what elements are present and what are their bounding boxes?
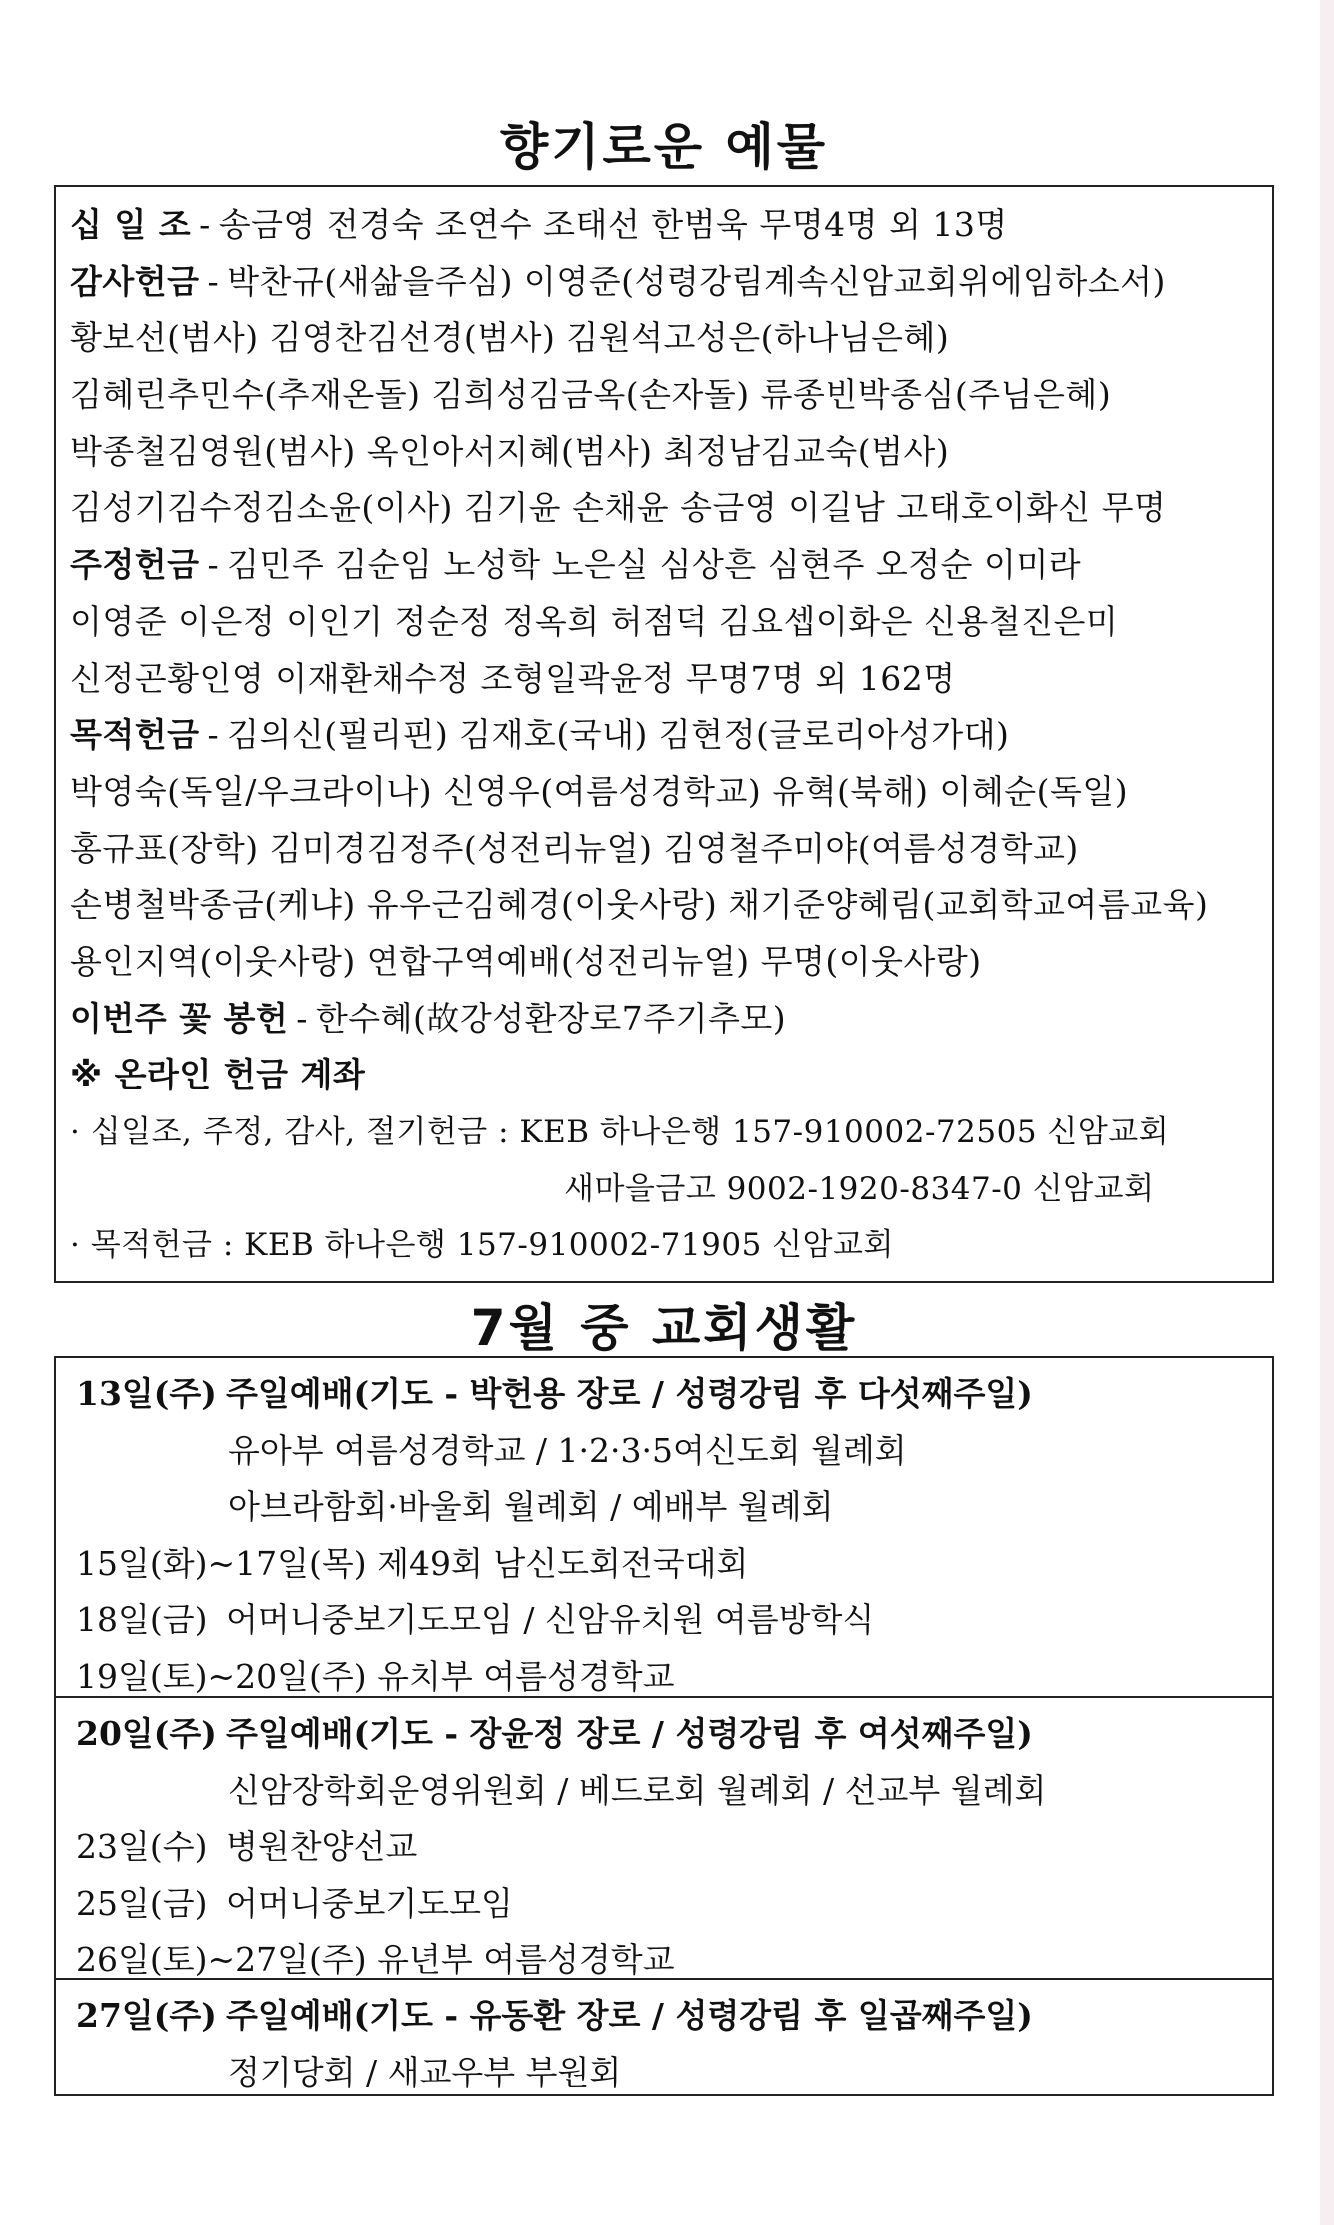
schedule-week — [56, 1358, 1272, 1698]
online-heading: ※ 온라인 헌금 계좌 — [70, 1055, 366, 1095]
schedule-text: 주일예배(기도 - 장윤정 장로 / 성령강림 후 여섯째주일) — [226, 1714, 1033, 1753]
schedule-item — [76, 1536, 1272, 1593]
schedule-title: 7월 중 교회생활 — [470, 1299, 858, 1357]
schedule-text: 유치부 여름성경학교 — [377, 1656, 675, 1696]
purpose-names: 김의신(필리핀) 김재호(국내) 김현정(글로리아성가대) — [227, 715, 1010, 755]
weekly-label: 주정헌금 — [70, 545, 200, 585]
thanks-line: 김성기김수정김소윤(이사) 김기윤 손채윤 송금영 이길남 고태호이화신 무명 — [70, 488, 1167, 528]
flowers-label: 이번주 꽃 봉헌 — [70, 998, 289, 1038]
thanks-line: 박종철김영원(범사) 옥인아서지혜(범사) 최정남김교숙(범사) — [70, 431, 950, 471]
schedule-text: 어머니중보기도모임 / 신암유치원 여름방학식 — [226, 1600, 875, 1639]
schedule-week — [56, 1980, 1272, 2094]
schedule-item — [76, 1876, 1272, 1933]
schedule-date: 15일(화)~17일(목) — [76, 1543, 367, 1583]
schedule-date: 23일(수) — [76, 1827, 208, 1866]
weekly-names: 김민주 김순임 노성학 노은실 심상흔 심현주 오정순 이미라 — [227, 545, 1082, 585]
thanks-names: 박찬규(새삶을주심) 이영준(성령강림계속신암교회위에임하소서) — [227, 261, 1166, 301]
schedule-text: 병원찬양선교 — [226, 1827, 418, 1866]
flowers-line: 이번주 꽃 봉헌 - 한수혜(故강성환장로7주기추모) — [70, 998, 787, 1038]
offerings-box — [54, 185, 1274, 1283]
schedule-week — [56, 1698, 1272, 1980]
schedule-date: 25일(금) — [76, 1883, 208, 1923]
schedule-text: 유년부 여름성경학교 — [377, 1940, 675, 1979]
schedule-box — [54, 1356, 1274, 2096]
weekly-line: 주정헌금 - 김민주 김순임 노성학 노은실 심상흔 심현주 오정순 이미라 — [70, 545, 1082, 585]
schedule-item: 신암장학회운영위원회 / 베드로회 월례회 / 선교부 월례회 — [228, 1770, 1047, 1810]
purpose-account-line — [70, 1217, 1260, 1274]
thanks-line: 황보선(범사) 김영찬김선경(범사) 김원석고성은(하나님은혜) — [70, 318, 950, 358]
schedule-date: 26일(토)~27일(주) — [76, 1940, 367, 1979]
purpose-account-label: · 목적헌금 : — [70, 1227, 234, 1264]
purpose-line: 목적헌금 - 김의신(필리핀) 김재호(국내) 김현정(글로리아성가대) — [70, 715, 1010, 755]
schedule-date: 20일(주) — [76, 1714, 217, 1753]
schedule-text: 주일예배(기도 - 유동환 장로 / 성령강림 후 일곱째주일) — [226, 1996, 1033, 2035]
schedule-date: 13일(주) — [76, 1374, 217, 1413]
general-account-label: · 십일조, 주정, 감사, 절기헌금 : — [70, 1114, 510, 1150]
thanks-label: 감사헌금 — [70, 261, 200, 301]
purpose-account: KEB 하나은행 157-910002-71905 신암교회 — [244, 1227, 894, 1264]
schedule-item — [76, 1706, 1272, 1763]
schedule-item: 아브라함회·바울회 월례회 / 예배부 월례회 — [228, 1487, 834, 1526]
general-account-2: 새마을금고 9002-1920-8347-0 신암교회 — [564, 1170, 1155, 1207]
purpose-line: 박영숙(독일/우크라이나) 신영우(여름성경학교) 유혁(북해) 이혜순(독일) — [70, 771, 1129, 811]
schedule-date: 27일(주) — [76, 1996, 217, 2035]
schedule-text: 주일예배(기도 - 박헌용 장로 / 성령강림 후 다섯째주일) — [226, 1374, 1033, 1413]
purpose-label: 목적헌금 — [70, 715, 200, 755]
schedule-item — [76, 1592, 1272, 1649]
purpose-line: 손병철박종금(케냐) 유우근김혜경(이웃사랑) 채기준양혜림(교회학교여름교육) — [70, 885, 1209, 925]
schedule-text: 어머니중보기도모임 — [226, 1883, 513, 1923]
offerings-title: 향기로운 예물 — [499, 118, 829, 176]
thanks-line: 감사헌금 - 박찬규(새삶을주심) 이영준(성령강림계속신암교회위에임하소서) — [70, 261, 1166, 301]
weekly-line: 이영준 이은정 이인기 정순정 정옥희 허점덕 김요셉이화은 신용철진은미 — [70, 601, 1119, 641]
weekly-line: 신정곤황인영 이재환채수정 조형일곽윤정 무명7명 외 162명 — [70, 658, 956, 698]
general-account-line — [70, 1104, 1260, 1161]
general-account-1: KEB 하나은행 157-910002-72505 신암교회 — [519, 1114, 1170, 1150]
purpose-line: 홍규표(장학) 김미경김정주(성전리뉴얼) 김영철주미야(여름성경학교) — [70, 828, 1079, 868]
schedule-item — [76, 1988, 1272, 2045]
tithe-names: 송금영 전경숙 조연수 조태선 한범욱 무명4명 외 13명 — [218, 205, 1008, 244]
schedule-item — [76, 1819, 1272, 1876]
tithe-line: 십 일 조 - 송금영 전경숙 조연수 조태선 한범욱 무명4명 외 13명 — [70, 205, 1008, 244]
flowers-names: 한수혜(故강성환장로7주기추모) — [315, 998, 787, 1038]
tithe-label: 십 일 조 — [70, 205, 192, 244]
thanks-line: 김혜린추민수(추재온돌) 김희성김금옥(손자돌) 류종빈박종심(주님은혜) — [70, 375, 1112, 415]
schedule-item: 유아부 여름성경학교 / 1·2·3·5여신도회 월례회 — [228, 1430, 907, 1470]
schedule-item: 정기당회 / 새교우부 부원회 — [228, 2052, 622, 2092]
schedule-date: 19일(토)~20일(주) — [76, 1656, 367, 1696]
schedule-date: 18일(금) — [76, 1600, 208, 1639]
schedule-item — [76, 1649, 1272, 1706]
page-edge-strip — [1320, 0, 1334, 2225]
schedule-text: 제49회 남신도회전국대회 — [377, 1543, 749, 1583]
purpose-line: 용인지역(이웃사랑) 연합구역예배(성전리뉴얼) 무명(이웃사랑) — [70, 941, 982, 981]
schedule-item — [76, 1366, 1272, 1423]
